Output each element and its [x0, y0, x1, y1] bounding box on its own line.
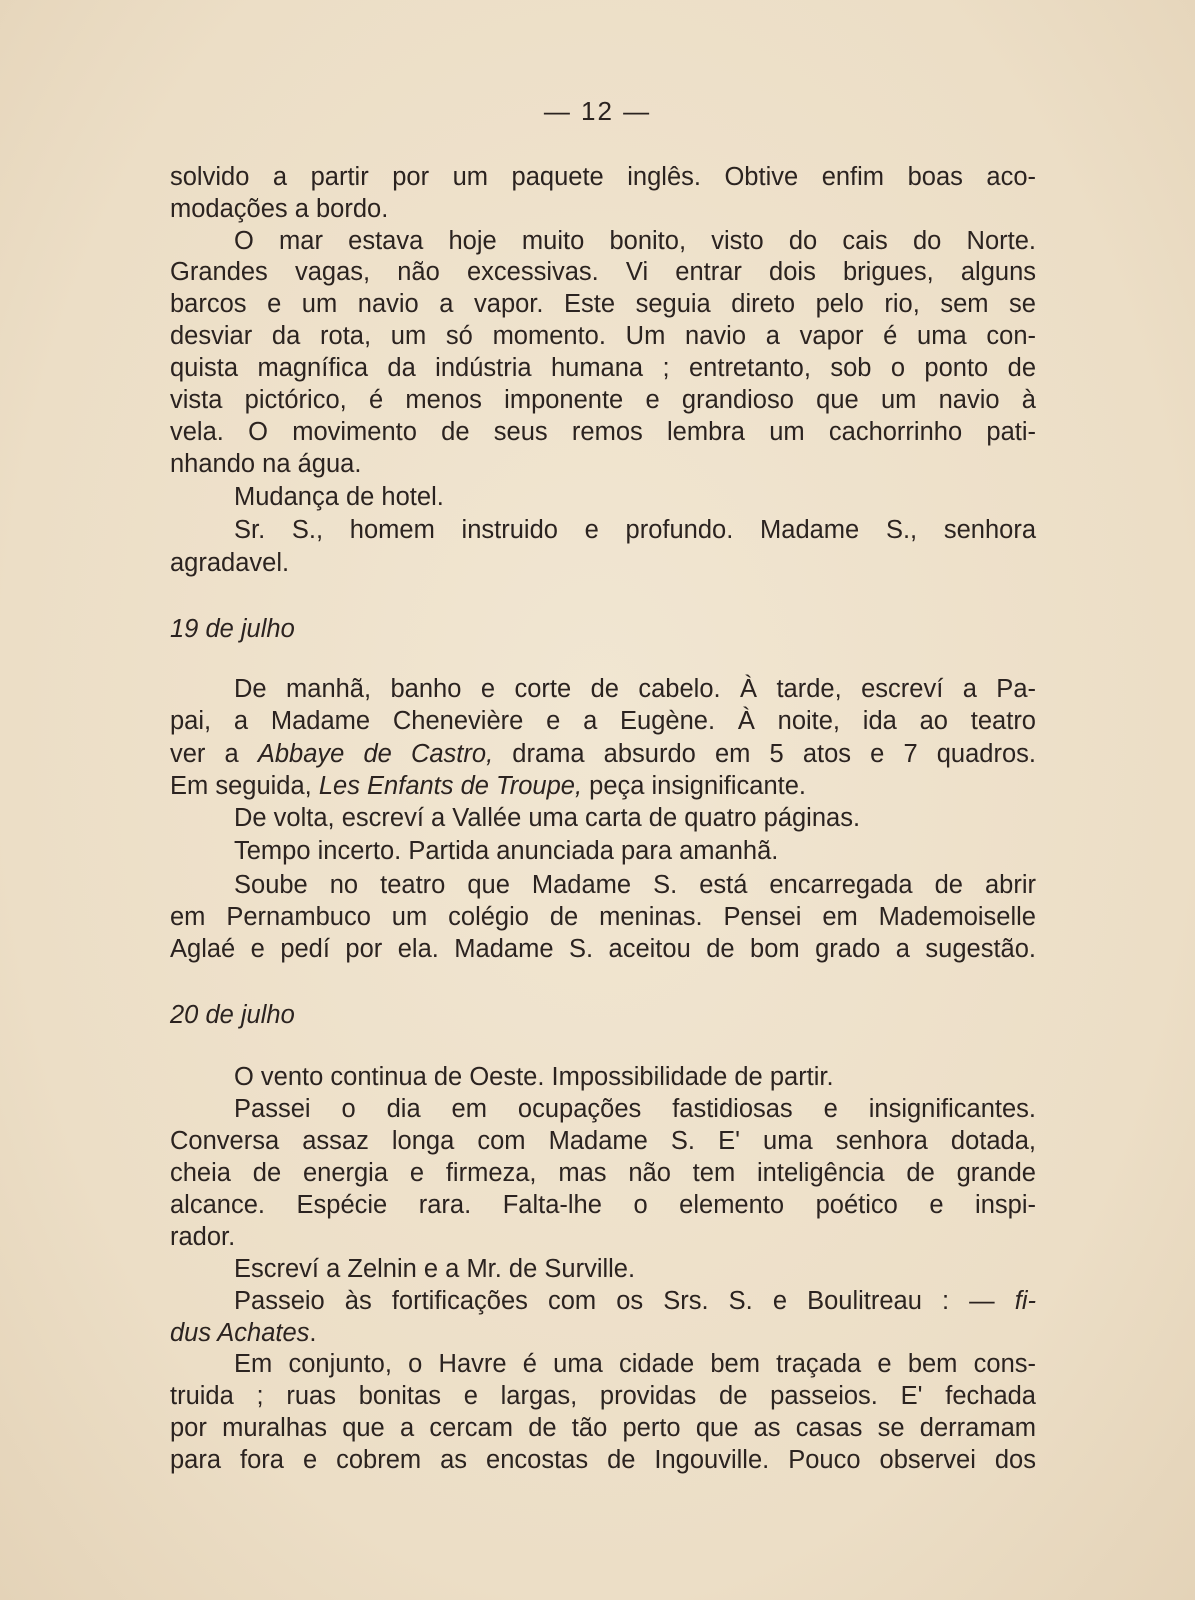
italic-text: Les Enfants de Troupe, — [318, 772, 583, 800]
text-segment: por muralhas que a cercam de tão perto que as casas se derramam — [170, 1414, 1036, 1442]
text-line — [170, 1412, 1036, 1444]
text-segment: Escreví a Zelnin e a Mr. de Surville. — [234, 1255, 636, 1283]
text-line — [170, 288, 1036, 320]
text-line — [234, 869, 1036, 901]
text-line — [234, 1061, 1036, 1093]
text-line — [170, 1189, 1036, 1221]
text-segment: Conversa assaz longa com Madame S. E' uma senhora dotada, — [170, 1127, 1036, 1155]
text-segment: O mar estava hoje muito bonito, visto do cais do Norte. — [234, 227, 1036, 255]
text-line — [170, 1317, 1036, 1349]
text-line — [170, 901, 1036, 933]
text-segment: Grandes vagas, não excessivas. Vi entrar dois brigues, alguns — [170, 258, 1036, 286]
text-segment: modações a bordo. — [170, 195, 389, 223]
text-segment: 19 de julho — [170, 615, 295, 643]
date-heading — [170, 613, 1036, 645]
text-line — [170, 320, 1036, 352]
text-line — [170, 352, 1036, 384]
text-line — [170, 738, 1036, 770]
text-segment: Aglaé e pedí por ela. Madame S. aceitou de bom grado a sugestão. — [170, 935, 1036, 963]
text-segment: alcance. Espécie rara. Falta-lhe o elemento poético e inspi- — [170, 1191, 1036, 1219]
text-segment: Mudança de hotel. — [234, 483, 444, 511]
text-line — [234, 1348, 1036, 1380]
text-segment: Em seguida, — [170, 772, 319, 800]
page-number: — 12 — — [543, 96, 652, 126]
text-segment: De manhã, banho e corte de cabelo. À tarde, escreví a Pa- — [234, 675, 1036, 703]
text-segment: Soube no teatro que Madame S. está encarregada de abrir — [234, 871, 1036, 899]
text-line — [170, 1125, 1036, 1157]
text-segment: truida ; ruas bonitas e largas, providas de passeios. E' fechada — [170, 1382, 1036, 1410]
text-segment: Passei o dia em ocupações fastidiosas e insignificantes. — [234, 1095, 1036, 1123]
text-segment: desviar da rota, um só momento. Um navio a vapor é uma con- — [170, 322, 1036, 350]
text-line — [170, 547, 1036, 579]
text-segment: 20 de julho — [170, 1001, 295, 1029]
text-segment: rador. — [170, 1223, 236, 1251]
text-line — [170, 384, 1036, 416]
text-segment: vela. O movimento de seus remos lembra um cachorrinho pati- — [170, 418, 1036, 446]
date-heading — [170, 999, 1036, 1031]
text-line — [170, 770, 1036, 802]
text-line — [170, 256, 1036, 288]
text-segment: De volta, escreví a Vallée uma carta de quatro páginas. — [234, 804, 861, 832]
text-segment: solvido a partir por um paquete inglês. Obtive enfim boas aco- — [170, 163, 1036, 191]
text-line — [234, 802, 1036, 834]
text-line — [170, 448, 1036, 480]
text-segment: quista magnífica da indústria humana ; entretanto, sob o ponto de — [170, 354, 1036, 382]
text-segment: . — [309, 1319, 317, 1347]
text-line — [170, 933, 1036, 965]
text-segment: barcos e um navio a vapor. Este seguia direto pelo rio, sem se — [170, 290, 1036, 318]
text-segment: vista pictórico, é menos imponente e grandioso que um navio à — [170, 386, 1036, 414]
text-segment: drama absurdo em 5 atos e 7 quadros. — [493, 740, 1036, 768]
text-line — [234, 1253, 1036, 1285]
text-line — [170, 705, 1036, 737]
text-segment: nhando na água. — [170, 450, 362, 478]
text-line — [170, 1157, 1036, 1189]
text-segment: O vento continua de Oeste. Impossibilidade de partir. — [234, 1063, 834, 1091]
text-line — [170, 1380, 1036, 1412]
text-line — [234, 481, 1036, 513]
text-line — [234, 1093, 1036, 1125]
text-segment: ver a — [170, 740, 258, 768]
text-line — [234, 1285, 1036, 1317]
text-line — [170, 161, 1036, 193]
text-segment: agradavel. — [170, 549, 290, 577]
text-line — [234, 225, 1036, 257]
text-segment: Tempo incerto. Partida anunciada para amanhã. — [234, 837, 779, 865]
italic-text: Abbaye de Castro, — [257, 740, 494, 768]
text-segment: peça insignificante. — [582, 772, 807, 800]
text-line — [170, 416, 1036, 448]
text-segment: Passeio às fortificações com os Srs. S. e Boulitreau : — — [234, 1287, 1015, 1315]
text-line — [234, 835, 1036, 867]
text-line — [170, 1221, 1036, 1253]
text-segment: Em conjunto, o Havre é uma cidade bem traçada e bem cons- — [234, 1350, 1036, 1378]
text-segment: em Pernambuco um colégio de meninas. Pensei em Mademoiselle — [170, 903, 1036, 931]
text-line — [170, 193, 1036, 225]
text-segment: Sr. S., homem instruido e profundo. Madame S., senhora — [234, 516, 1036, 544]
text-line — [234, 673, 1036, 705]
text-line — [234, 514, 1036, 546]
italic-text: fi- — [1014, 1287, 1036, 1315]
text-segment: pai, a Madame Chenevière e a Eugène. À noite, ida ao teatro — [170, 707, 1036, 735]
text-segment: cheia de energia e firmeza, mas não tem inteligência de grande — [170, 1159, 1036, 1187]
italic-text: dus Achates — [170, 1319, 310, 1347]
text-segment: para fora e cobrem as encostas de Ingouville. Pouco observei dos — [170, 1446, 1036, 1474]
text-line — [170, 1444, 1036, 1476]
